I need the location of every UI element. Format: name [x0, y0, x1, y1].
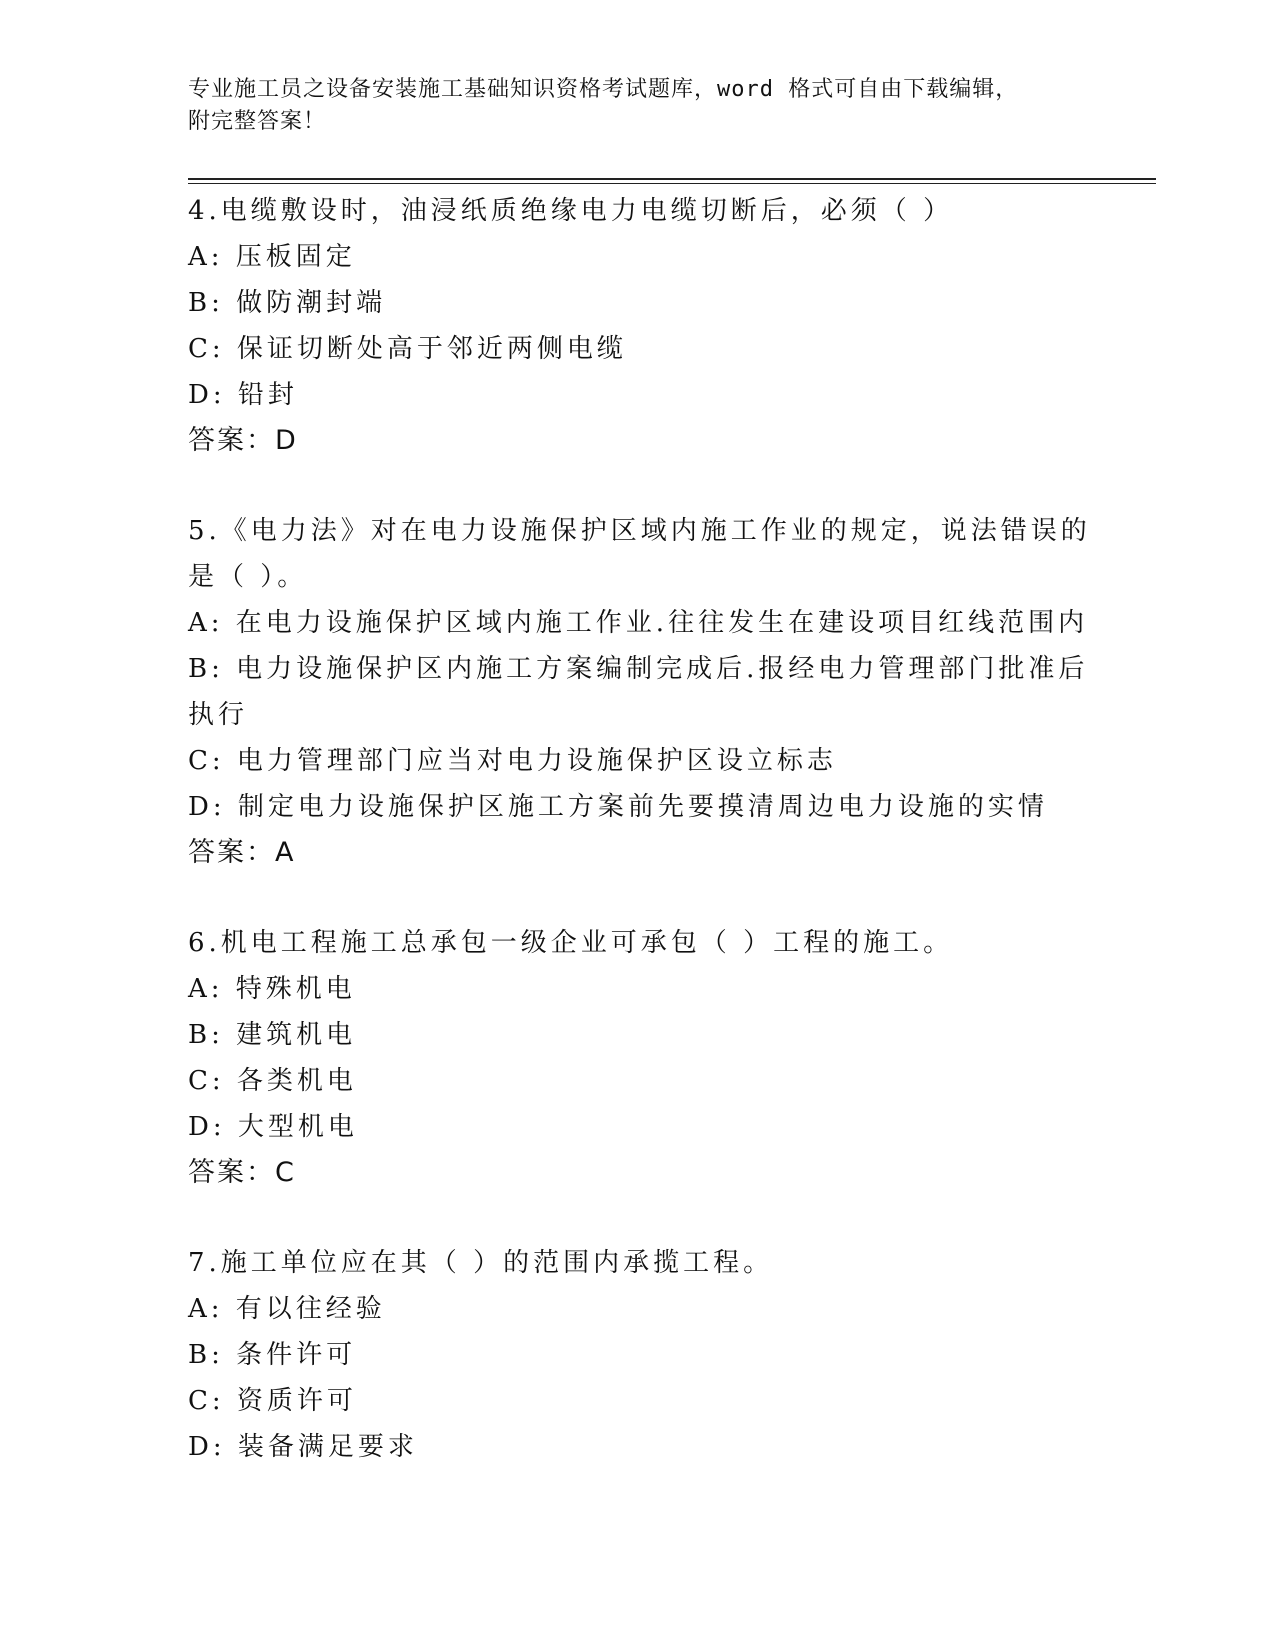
option-d: D: 大型机电	[188, 1112, 358, 1142]
option-d: D: 装备满足要求	[188, 1432, 418, 1462]
header-rule-thick	[188, 178, 1156, 180]
option-a: A: 有以往经验	[188, 1294, 386, 1324]
option-a: A: 在电力设施保护区域内施工作业.往往发生在建设项目红线范围内	[188, 608, 1089, 638]
option-b: B: 做防潮封端	[188, 288, 387, 318]
question-list	[188, 188, 1118, 1514]
question-stem: 4.电缆敷设时，油浸纸质绝缘电力电缆切断后，必须（ ）	[188, 196, 954, 226]
option-a: A: 压板固定	[188, 242, 356, 272]
option-d: D: 铅封	[188, 380, 298, 410]
option-c: C: 各类机电	[188, 1066, 357, 1096]
question-stem: 6.机电工程施工总承包一级企业可承包（ ）工程的施工。	[188, 928, 954, 958]
question-stem: 7.施工单位应在其（ ）的范围内承揽工程。	[188, 1248, 774, 1278]
option-b: B: 电力设施保护区内施工方案编制完成后.报经电力管理部门批准后执行	[188, 654, 1089, 730]
document-header	[188, 74, 1068, 138]
header-line-2: 附完整答案！	[188, 109, 327, 134]
header-line-1: 专业施工员之设备安装施工基础知识资格考试题库，word 格式可自由下载编辑，	[188, 77, 1019, 102]
question-4	[188, 188, 1118, 464]
option-b: B: 条件许可	[188, 1340, 357, 1370]
question-stem: 5.《电力法》对在电力设施保护区域内施工作业的规定，说法错误的是（ ）。	[188, 516, 1091, 592]
question-6	[188, 920, 1118, 1196]
option-c: C: 资质许可	[188, 1386, 357, 1416]
header-rule-thin	[188, 183, 1156, 184]
question-7	[188, 1240, 1118, 1470]
answer-line: 答案：A	[188, 837, 296, 868]
option-c: C: 保证切断处高于邻近两侧电缆	[188, 334, 627, 364]
answer-line: 答案：D	[188, 425, 298, 456]
option-c: C: 电力管理部门应当对电力设施保护区设立标志	[188, 746, 837, 776]
option-b: B: 建筑机电	[188, 1020, 357, 1050]
option-a: A: 特殊机电	[188, 974, 356, 1004]
answer-line: 答案：C	[188, 1157, 296, 1188]
option-d: D: 制定电力设施保护区施工方案前先要摸清周边电力设施的实情	[188, 792, 1048, 822]
question-5	[188, 508, 1118, 876]
